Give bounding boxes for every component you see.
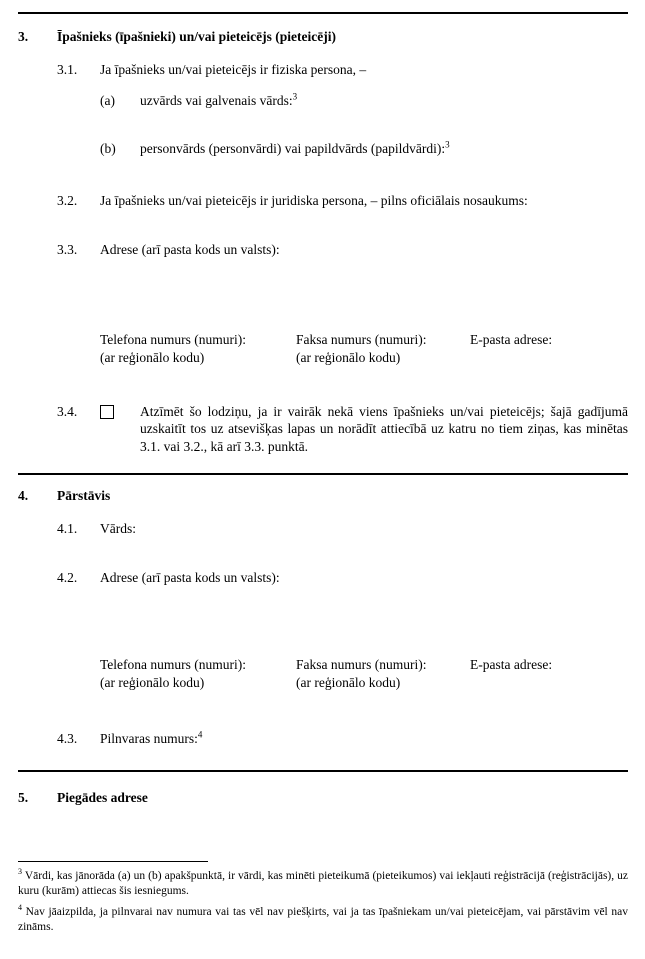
- section-3-number: 3.: [18, 29, 29, 44]
- email-column: [470, 656, 628, 692]
- footnote-3-marker: 3: [18, 866, 22, 876]
- item-3-3: [18, 241, 628, 259]
- email-label: E-pasta adrese:: [470, 331, 553, 347]
- fax-column: [296, 331, 470, 367]
- item-4-2-number: 4.2.: [57, 569, 78, 585]
- item-3-2-text: Ja īpašnieks un/vai pieteicējs ir juridiska persona, – pilns oficiālais nosaukums:: [100, 193, 528, 209]
- section-5-title: Piegādes adrese: [57, 789, 148, 805]
- item-3-3-text: Adrese (arī pasta kods un valsts):: [100, 242, 280, 258]
- phone-sublabel: (ar reģionālo kodu): [100, 349, 205, 365]
- footnote-3: [18, 866, 629, 900]
- email-label: E-pasta adrese:: [470, 657, 553, 673]
- item-3-1-b-text: [140, 140, 628, 158]
- section-4-number: 4.: [18, 487, 29, 503]
- multiple-owners-checkbox[interactable]: [100, 405, 114, 419]
- footnote-separator: [18, 861, 208, 862]
- item-3-2: [18, 192, 628, 210]
- footnotes: [18, 866, 629, 936]
- footnote-ref-4: 4: [197, 729, 203, 740]
- item-4-1: [18, 520, 628, 538]
- phone-sublabel: (ar reģionālo kodu): [100, 675, 205, 691]
- item-3-4-text: Atzīmēt šo lodziņu, ja ir vairāk nekā viens īpašnieks un/vai pieteicējs; šajā gadījumā uzskaitīt tos uz atsevišķas lapas un norādīt attiecībā uz katru no tiem ziņas, kas minētas 3.1. vai 3.2., kā arī 3.3. punktā.: [140, 403, 628, 455]
- item-3-1-number: 3.1.: [57, 61, 78, 77]
- section-4-divider: [18, 473, 628, 475]
- item-3-1-a-text-body: uzvārds vai galvenais vārds:: [140, 92, 293, 108]
- item-4-3-text-body: Pilnvaras numurs:: [100, 731, 198, 746]
- phone-column: [100, 331, 296, 367]
- item-4-2: [18, 569, 628, 587]
- section-4-title: Pārstāvis: [57, 487, 111, 503]
- fax-column: [296, 656, 470, 692]
- footnote-4-text: Nav jāaizpilda, ja pilnvarai nav numura vai tas vēl nav piešķirts, vai ja tas īpašniekam un/vai pieteicējam, vai pārstāvim vēl nav zināms.: [18, 905, 629, 934]
- section-4-contact-block: [18, 656, 628, 692]
- phone-column: [100, 656, 296, 692]
- section-4-heading: [18, 487, 628, 505]
- phone-label: Telefona numurs (numuri):: [100, 657, 247, 673]
- item-4-3: [18, 730, 628, 748]
- section-5-heading: [18, 789, 628, 807]
- item-3-1-text: Ja īpašnieks un/vai pieteicējs ir fiziska persona, –: [100, 61, 367, 77]
- item-3-3-number: 3.3.: [57, 242, 78, 258]
- item-3-1: [18, 61, 628, 79]
- item-3-1-a: [18, 92, 628, 110]
- section-5-divider: [18, 770, 628, 772]
- item-3-1-b-text-body: personvārds (personvārdi) vai papildvārds (papildvārdi):: [140, 141, 446, 157]
- footnote-3-text: Vārdi, kas jānorāda (a) un (b) apakšpunktā, ir vārdi, kas minēti pieteikumā (pieteikumos) vai iekļauti reģistrācijā (reģistrācijās), uz kuru (kurām) attiecas šis iesniegums.: [18, 869, 629, 898]
- fax-sublabel: (ar reģionālo kodu): [296, 675, 401, 691]
- section-3-title: Īpašnieks (īpašnieki) un/vai pieteicējs (pieteicēji): [57, 29, 336, 44]
- item-4-3-number: 4.3.: [57, 731, 78, 746]
- item-3-1-a-label: (a): [100, 92, 115, 108]
- email-column: [470, 331, 628, 367]
- item-3-4: [18, 403, 628, 456]
- fax-label: Faksa numurs (numuri):: [296, 657, 427, 673]
- phone-label: Telefona numurs (numuri):: [100, 331, 247, 347]
- section-3-divider: [18, 12, 628, 14]
- fax-sublabel: (ar reģionālo kodu): [296, 349, 401, 365]
- item-3-4-number: 3.4.: [57, 403, 78, 419]
- item-3-2-number: 3.2.: [57, 193, 78, 209]
- item-4-2-text: Adrese (arī pasta kods un valsts):: [100, 569, 280, 585]
- section-3-contact-block: [18, 331, 628, 367]
- item-4-1-number: 4.1.: [57, 520, 78, 536]
- item-3-1-a-text: [140, 92, 628, 110]
- footnote-4: [18, 902, 629, 936]
- item-4-3-text: [100, 730, 628, 748]
- checkbox-cell: [100, 403, 140, 424]
- section-3-heading: [18, 28, 628, 46]
- footnote-ref-3: 3: [292, 91, 298, 102]
- footnote-4-marker: 4: [18, 902, 22, 912]
- footnote-ref-3: 3: [445, 139, 450, 150]
- section-5-number: 5.: [18, 789, 29, 805]
- item-3-1-b: [18, 140, 628, 158]
- fax-label: Faksa numurs (numuri):: [296, 331, 427, 347]
- item-3-1-b-label: (b): [100, 141, 116, 157]
- item-4-1-text: Vārds:: [100, 520, 136, 536]
